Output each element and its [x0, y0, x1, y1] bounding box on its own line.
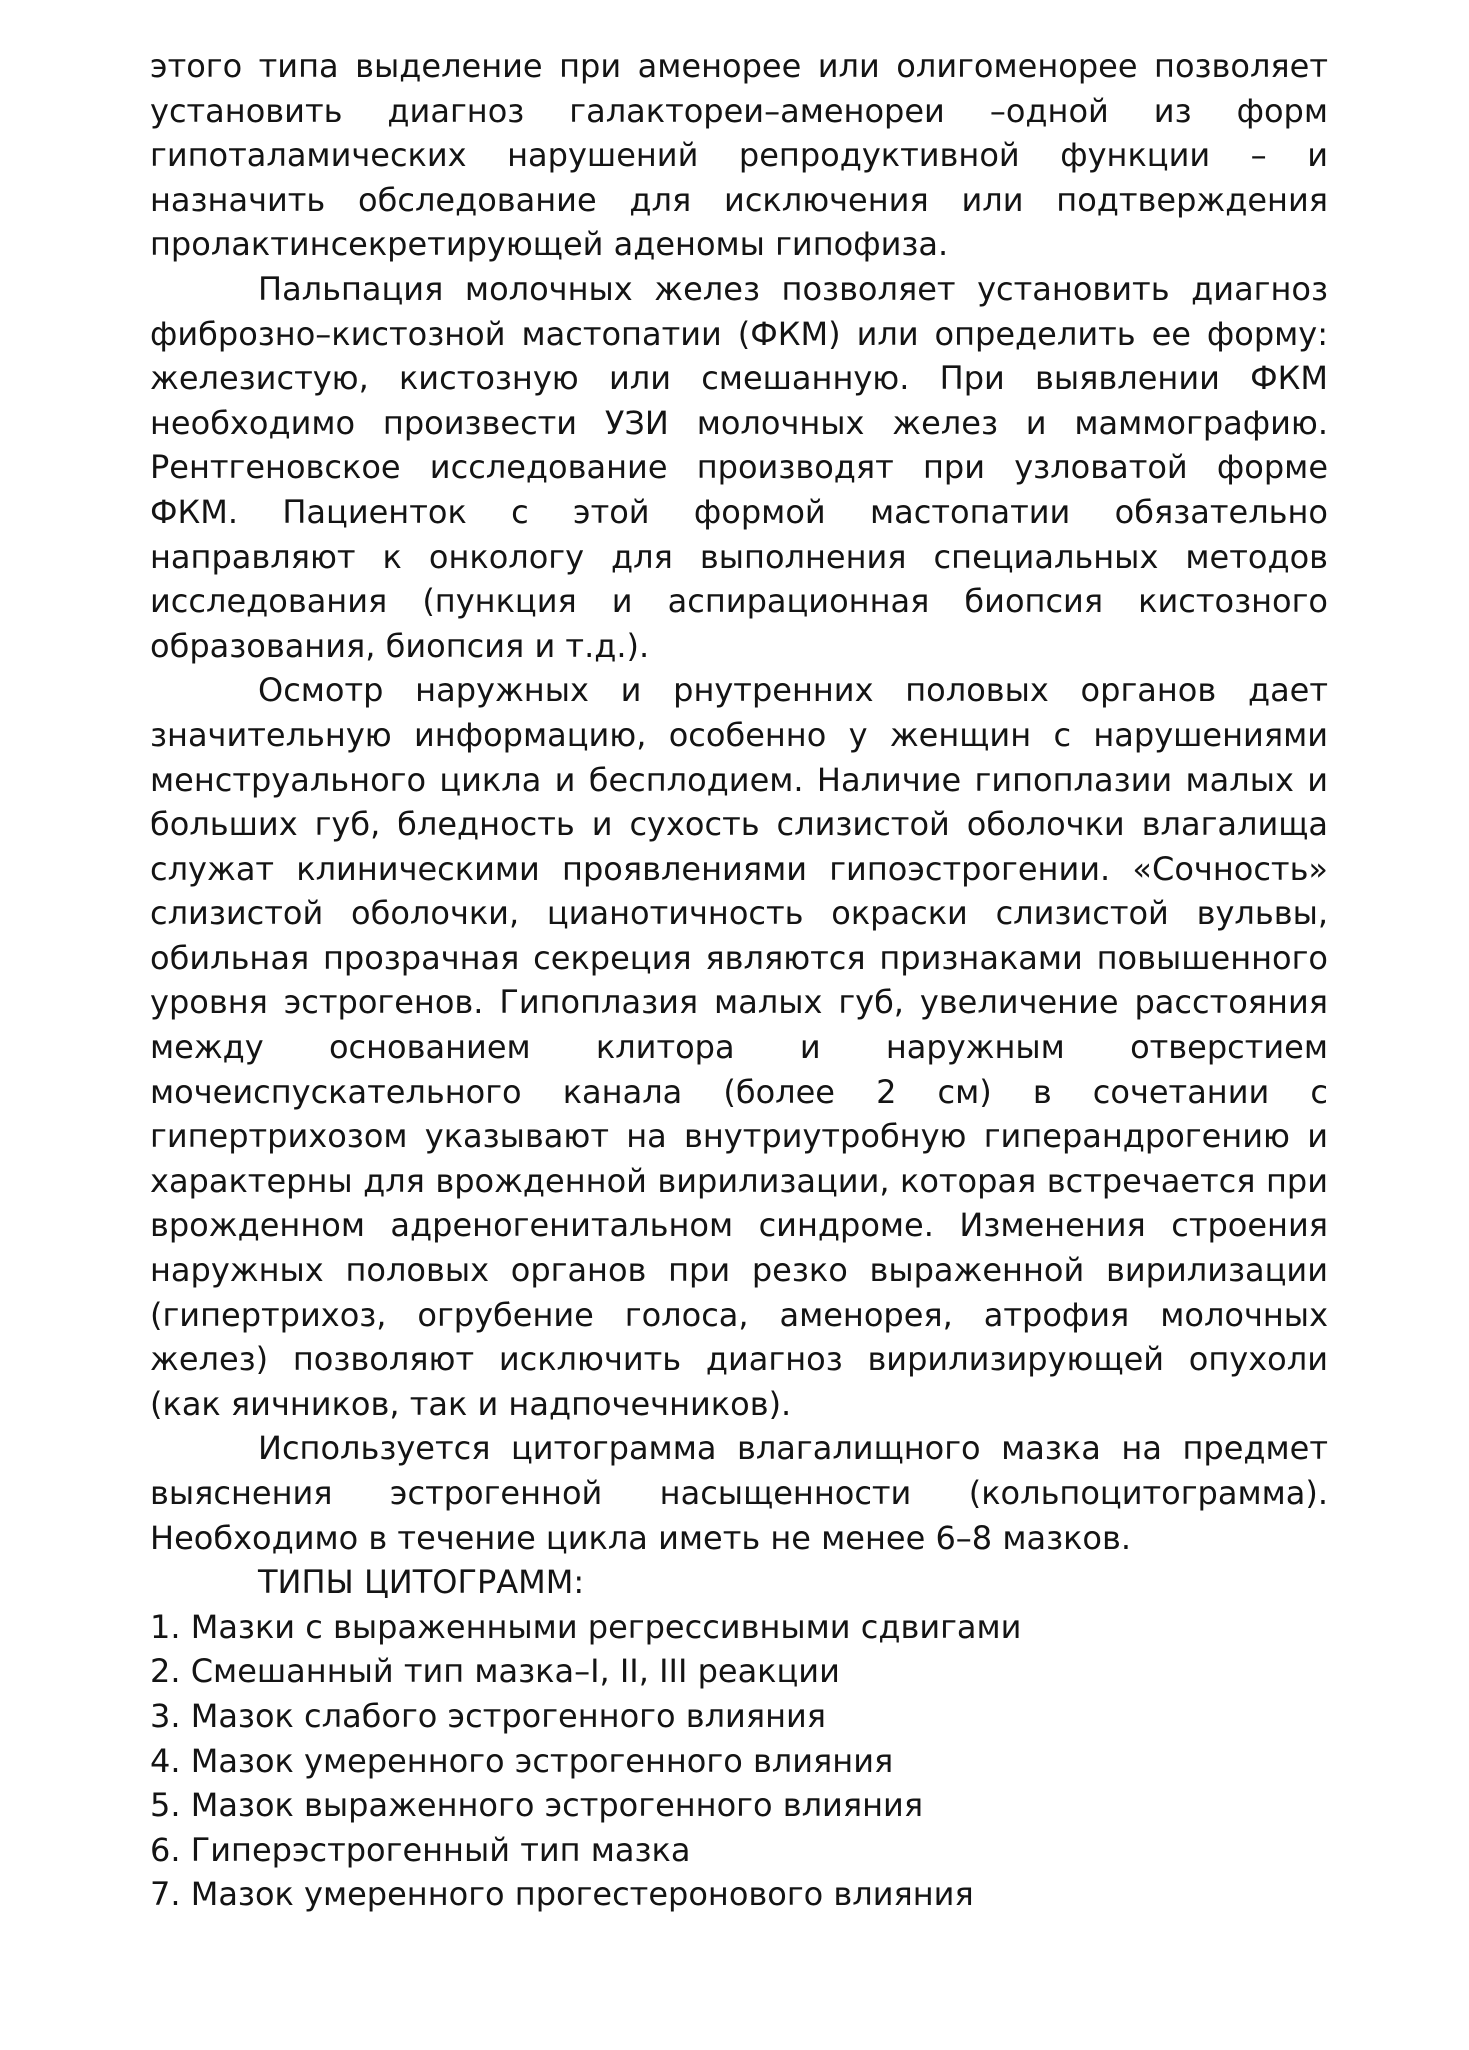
list-item: 2. Смешанный тип мазка–I, II, III реакции — [150, 1652, 840, 1691]
paragraph-continuation: этого типа выделение при аменорее или олигоменорее позволяет установить диагноз галактореи–аменореи –одной из форм гипоталамических нарушений репродуктивной функции – и назначить обследование для исключения или подтверждения пролактинсекретирующей аденомы гипофиза. — [150, 47, 1328, 264]
paragraph-palpation: Пальпация молочных желез позволяет установить диагноз фиброзно–кистозной мастопатии (ФКМ) или определить ее форму: железистую, кистозную или смешанную. При выявлении ФКМ необходимо произвести УЗИ молочных желез и маммографию. Рентгеновское исследование производят при узловатой форме ФКМ. Пациенток с этой формой мастопатии обязательно направляют к онкологу для выполнения специальных методов исследования (пункция и аспирационная биопсия кистозного образования, биопсия и т.д.). — [150, 269, 1328, 665]
list-item: 5. Мазок выраженного эстрогенного влияния — [150, 1786, 924, 1825]
paragraph-cytogram: Используется цитограмма влагалищного мазка на предмет выяснения эстрогенной насыщенности (кольпоцитограмма). Необходимо в течение цикла иметь не менее 6–8 мазков. — [150, 1429, 1328, 1557]
list-item: 3. Мазок слабого эстрогенного влияния — [150, 1696, 827, 1735]
paragraph-examination: Осмотр наружных и рнутренних половых органов дает значительную информацию, особенно у женщин с нарушениями менструального цикла и бесплодием. Наличие гипоплазии малых и больших губ, бледность и сухость слизистой оболочки влагалища служат клиническими проявлениями гипоэстрогении. «Сочность» слизистой оболочки, цианотичность окраски слизистой вульвы, обильная прозрачная секреция являются признаками повышенного уровня эстрогенов. Гипоплазия малых губ, увеличение расстояния между основанием клитора и наружным отверстием мочеиспускательного канала (более 2 см) в сочетании с гипертрихозом указывают на внутриутробную гиперандрогению и характерны для врожденной вирилизации, которая встречается при врожденном адреногенитальном синдроме. Изменения строения наружных половых органов при резко выраженной вирилизации (гипертрихоз, огрубение голоса, аменорея, атрофия молочных желез) позволяют исключить диагноз вирилизирующей опухоли (как яичников, так и надпочечников). — [150, 671, 1328, 1423]
document-page — [150, 44, 1328, 2004]
list-item: 7. Мазок умеренного прогестеронового влияния — [150, 1875, 974, 1914]
cytogram-types-list — [150, 1605, 1328, 1917]
list-item: 6. Гиперэстрогенный тип мазка — [150, 1830, 691, 1869]
list-item: 4. Мазок умеренного эстрогенного влияния — [150, 1741, 894, 1780]
list-heading: ТИПЫ ЦИТОГРАММ: — [258, 1563, 585, 1602]
list-item: 1. Мазки с выраженными регрессивными сдвигами — [150, 1607, 1022, 1646]
